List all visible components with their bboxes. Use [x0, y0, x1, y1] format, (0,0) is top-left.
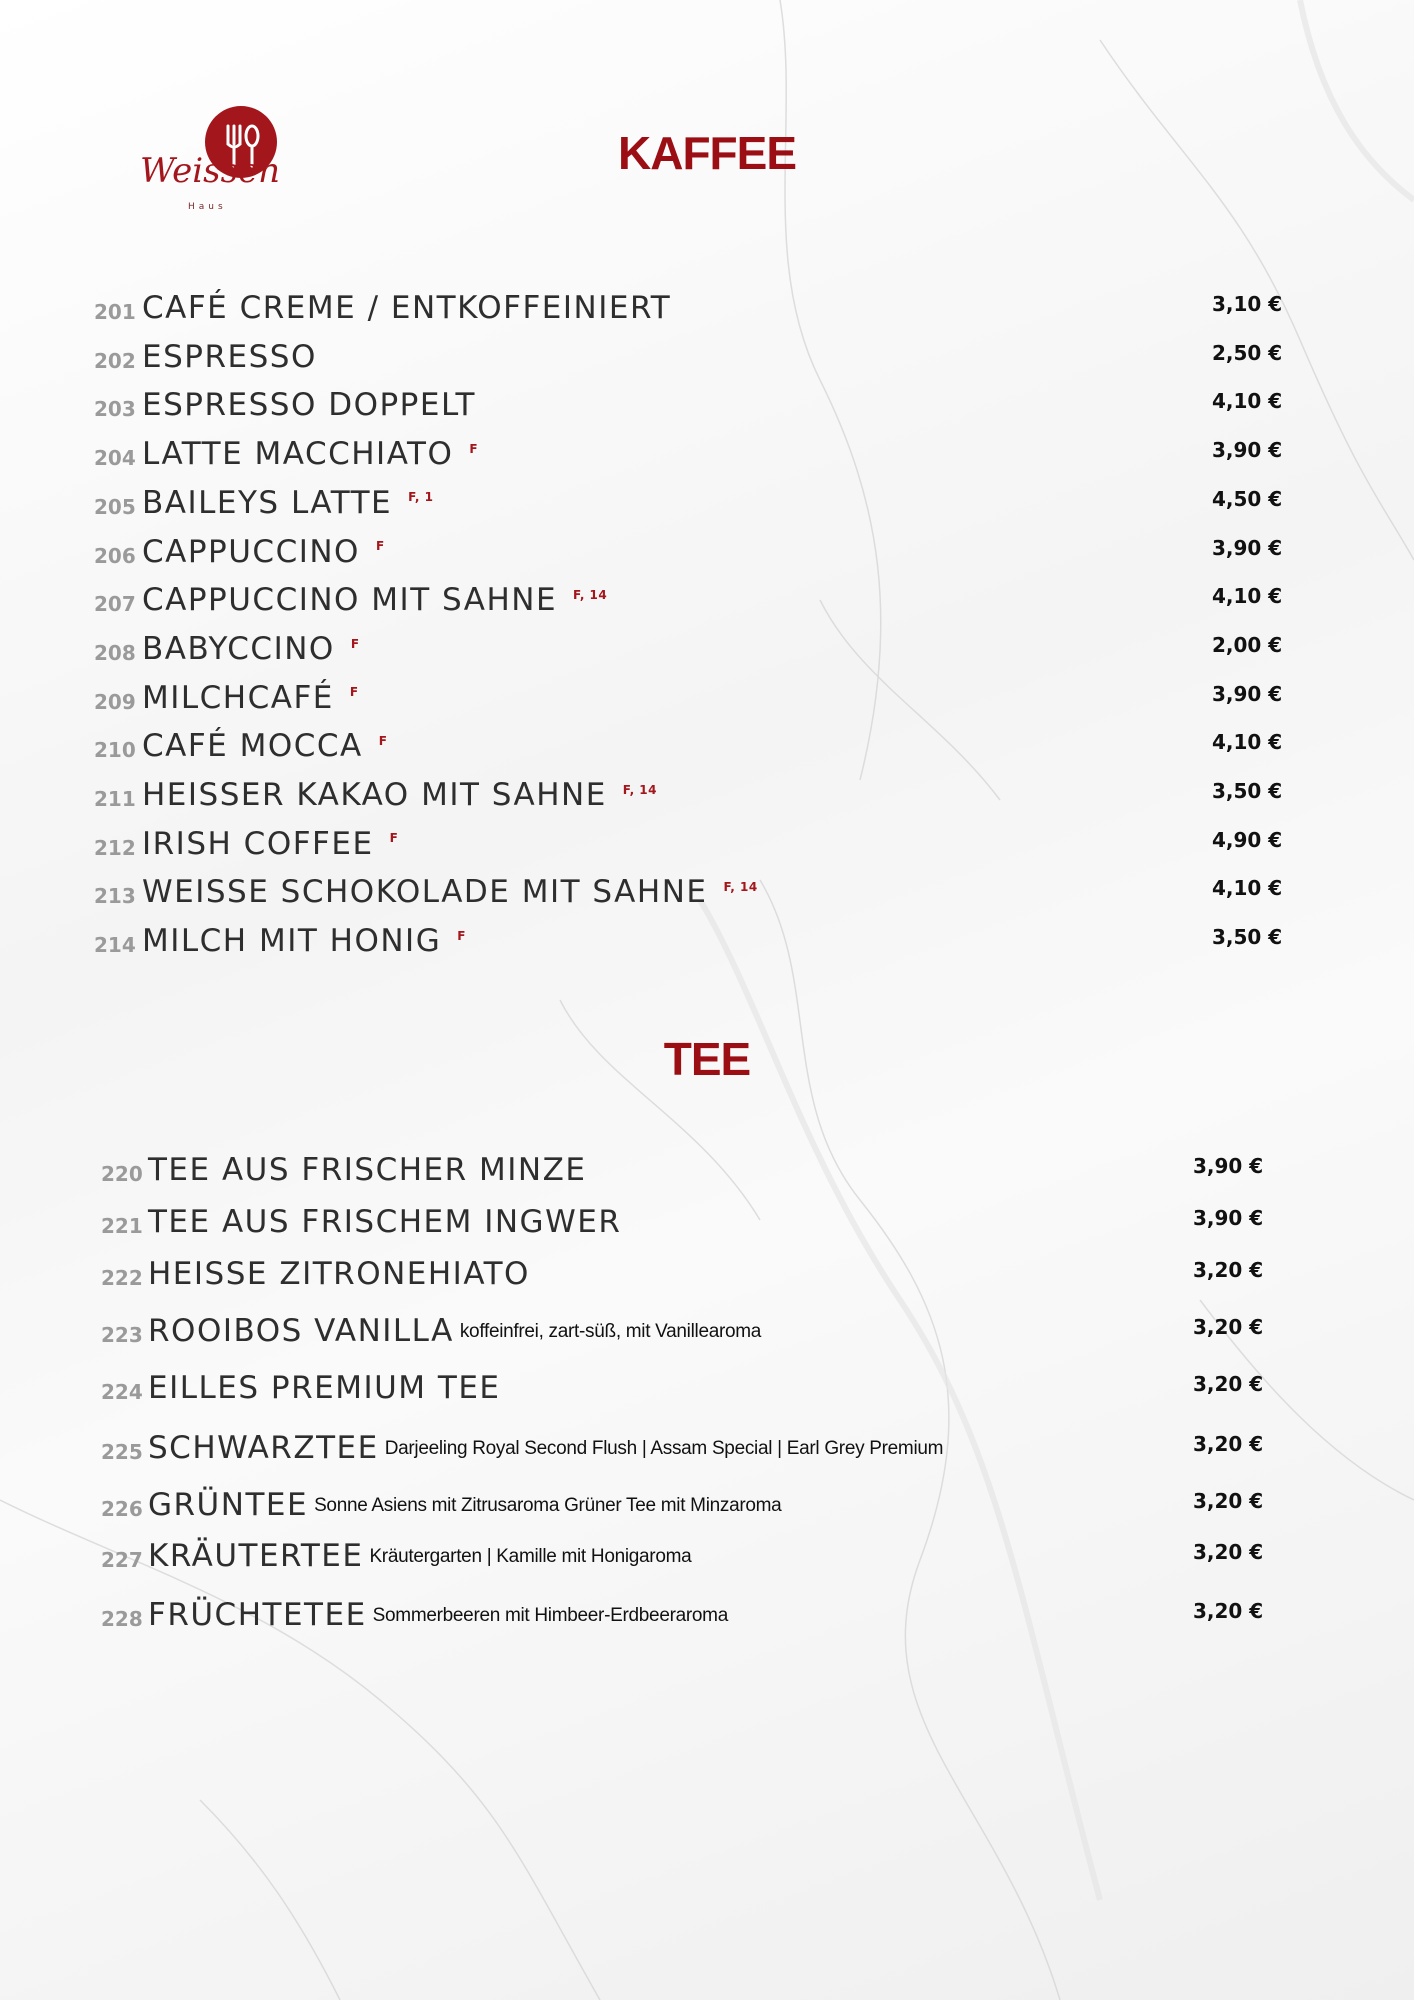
item-number: 228	[101, 1607, 143, 1631]
item-number: 224	[101, 1380, 143, 1404]
item-number: 220	[101, 1162, 143, 1186]
item-number: 213	[94, 884, 136, 909]
item-name: MILCHCAFÉ	[142, 679, 334, 716]
allergen-marker: F	[375, 539, 385, 554]
item-price: 3,90 €	[1193, 1206, 1264, 1230]
item-name: KRÄUTERTEE	[148, 1538, 364, 1574]
menu-item	[0, 631, 1414, 671]
item-number: 226	[101, 1497, 143, 1521]
item-number: 202	[94, 348, 136, 373]
item-number: 211	[94, 787, 136, 811]
item-name: CAPPUCCINO MIT SAHNE	[142, 582, 558, 619]
item-name-group	[148, 1430, 943, 1466]
item-name: SCHWARZTEE	[148, 1430, 379, 1466]
item-price: 4,10 €	[1212, 876, 1283, 901]
menu-item	[0, 290, 1414, 330]
item-name: MILCH MIT HONIG	[142, 923, 442, 960]
allergen-marker: F	[389, 831, 399, 846]
menu-item	[0, 874, 1414, 914]
menu-item	[0, 582, 1414, 622]
menu-item	[0, 436, 1414, 476]
item-price: 3,90 €	[1212, 681, 1283, 706]
item-number: 225	[101, 1440, 143, 1464]
section-title-tee: TEE	[663, 1033, 751, 1085]
item-price: 4,90 €	[1212, 827, 1283, 852]
item-description: Kräutergarten | Kamille mit Honigaroma	[369, 1546, 692, 1567]
item-number: 205	[94, 494, 136, 519]
item-name: ESPRESSO	[142, 338, 317, 375]
menu-item	[0, 339, 1414, 379]
item-price: 3,90 €	[1212, 438, 1283, 463]
item-price: 3,20 €	[1193, 1599, 1264, 1623]
item-name: CAPPUCCINO	[142, 533, 360, 570]
item-name-group	[148, 1370, 501, 1406]
item-name-group	[148, 1256, 530, 1292]
allergen-marker: F, 14	[573, 587, 608, 602]
item-name-group	[142, 436, 478, 472]
item-name-group	[148, 1313, 761, 1349]
item-name-group	[148, 1538, 691, 1574]
menu-item	[0, 1597, 1414, 1637]
item-number: 214	[94, 933, 136, 958]
item-number: 204	[94, 446, 136, 471]
item-price: 3,20 €	[1193, 1315, 1264, 1339]
allergen-marker: F, 14	[622, 782, 658, 797]
menu-item	[0, 1487, 1414, 1527]
menu-item	[0, 1256, 1414, 1296]
menu-item	[0, 1152, 1414, 1192]
item-number: 201	[94, 300, 136, 324]
item-number: 222	[101, 1266, 143, 1290]
item-name-group	[142, 777, 657, 813]
menu-item	[0, 923, 1414, 963]
item-price: 4,10 €	[1212, 584, 1283, 609]
menu-item	[0, 1430, 1414, 1470]
menu-item	[0, 777, 1414, 817]
item-name-group	[142, 387, 476, 423]
menu-item	[0, 1313, 1414, 1353]
item-number: 223	[101, 1323, 143, 1347]
item-description: Sonne Asiens mit Zitrusaroma Grüner Tee mit Minzaroma	[314, 1495, 782, 1516]
item-name: CAFÉ CREME / ENTKOFFEINIERT	[142, 290, 672, 326]
item-description: Sommerbeeren mit Himbeer-Erdbeeraroma	[372, 1605, 728, 1626]
item-price: 3,90 €	[1212, 535, 1283, 560]
item-price: 4,10 €	[1212, 730, 1283, 755]
item-name-group	[142, 485, 434, 521]
item-name: TEE AUS FRISCHER MINZE	[148, 1152, 587, 1188]
item-price: 3,20 €	[1193, 1372, 1264, 1396]
item-number: 212	[94, 835, 136, 860]
item-price: 2,50 €	[1212, 340, 1283, 365]
item-name-group	[148, 1204, 621, 1240]
allergen-marker: F	[349, 685, 359, 700]
item-name-group	[142, 826, 398, 862]
item-name-group	[142, 923, 466, 959]
item-price: 3,10 €	[1212, 292, 1283, 316]
allergen-marker: F, 1	[408, 490, 434, 505]
item-price: 2,00 €	[1212, 632, 1283, 657]
menu-item	[0, 387, 1414, 427]
item-name: HEISSE ZITRONEHIATO	[148, 1256, 530, 1292]
menu-item	[0, 485, 1414, 525]
item-name-group	[148, 1487, 781, 1523]
item-name: BAILEYS LATTE	[142, 484, 393, 521]
menu-item	[0, 826, 1414, 866]
item-name-group	[142, 728, 387, 764]
allergen-marker: F, 14	[723, 880, 758, 895]
item-name-group	[142, 582, 607, 618]
item-price: 3,20 €	[1193, 1489, 1264, 1513]
allergen-marker: F	[378, 733, 388, 748]
item-number: 227	[101, 1548, 143, 1572]
menu-item	[0, 534, 1414, 574]
logo-wordmark: Weissen	[140, 151, 281, 191]
item-number: 208	[94, 640, 136, 665]
item-name: ESPRESSO DOPPELT	[142, 387, 476, 424]
item-price: 3,20 €	[1193, 1540, 1264, 1564]
item-number: 203	[94, 397, 136, 422]
item-name-group	[142, 339, 317, 375]
item-price: 3,50 €	[1212, 779, 1283, 803]
item-name: FRÜCHTETEE	[148, 1597, 367, 1633]
item-name: TEE AUS FRISCHEM INGWER	[148, 1204, 622, 1240]
menu-item	[0, 1538, 1414, 1578]
allergen-marker: F	[457, 928, 466, 943]
item-name: BABYCCINO	[142, 630, 335, 667]
item-name: CAFÉ MOCCA	[142, 728, 363, 765]
item-price: 4,50 €	[1212, 486, 1283, 511]
item-name: GRÜNTEE	[148, 1487, 309, 1523]
item-name-group	[142, 290, 671, 326]
item-number: 209	[94, 689, 136, 714]
item-price: 3,20 €	[1193, 1432, 1264, 1456]
item-name: HEISSER KAKAO MIT SAHNE	[142, 777, 607, 813]
item-name: EILLES PREMIUM TEE	[148, 1370, 501, 1406]
item-number: 207	[94, 592, 136, 617]
item-name-group	[142, 631, 360, 667]
section-title-kaffee: KAFFEE	[618, 127, 796, 179]
item-name: IRISH COFFEE	[142, 825, 374, 862]
allergen-marker: F	[469, 441, 479, 456]
menu-item	[0, 680, 1414, 720]
item-number: 206	[94, 543, 136, 568]
menu-item	[0, 1204, 1414, 1244]
item-name-group	[142, 874, 758, 910]
item-price: 3,90 €	[1193, 1154, 1264, 1178]
item-name-group	[142, 534, 385, 570]
logo-subtitle: Haus	[188, 202, 227, 212]
item-price: 3,20 €	[1193, 1258, 1264, 1282]
item-name-group	[142, 680, 359, 716]
item-name: WEISSE SCHOKOLADE MIT SAHNE	[142, 874, 708, 911]
item-number: 210	[94, 738, 136, 763]
item-price: 4,10 €	[1212, 389, 1283, 414]
item-price: 3,50 €	[1212, 925, 1283, 950]
allergen-marker: F	[350, 636, 360, 651]
menu-item	[0, 1370, 1414, 1410]
item-number: 221	[101, 1214, 143, 1238]
item-description: Darjeeling Royal Second Flush | Assam Special | Earl Grey Premium	[384, 1438, 944, 1459]
item-name: LATTE MACCHIATO	[142, 436, 454, 473]
item-name-group	[148, 1597, 728, 1633]
item-name: ROOIBOS VANILLA	[148, 1313, 454, 1349]
menu-item	[0, 728, 1414, 768]
item-description: koffeinfrei, zart-süß, mit Vanillearoma	[459, 1321, 762, 1342]
item-name-group	[148, 1152, 586, 1188]
